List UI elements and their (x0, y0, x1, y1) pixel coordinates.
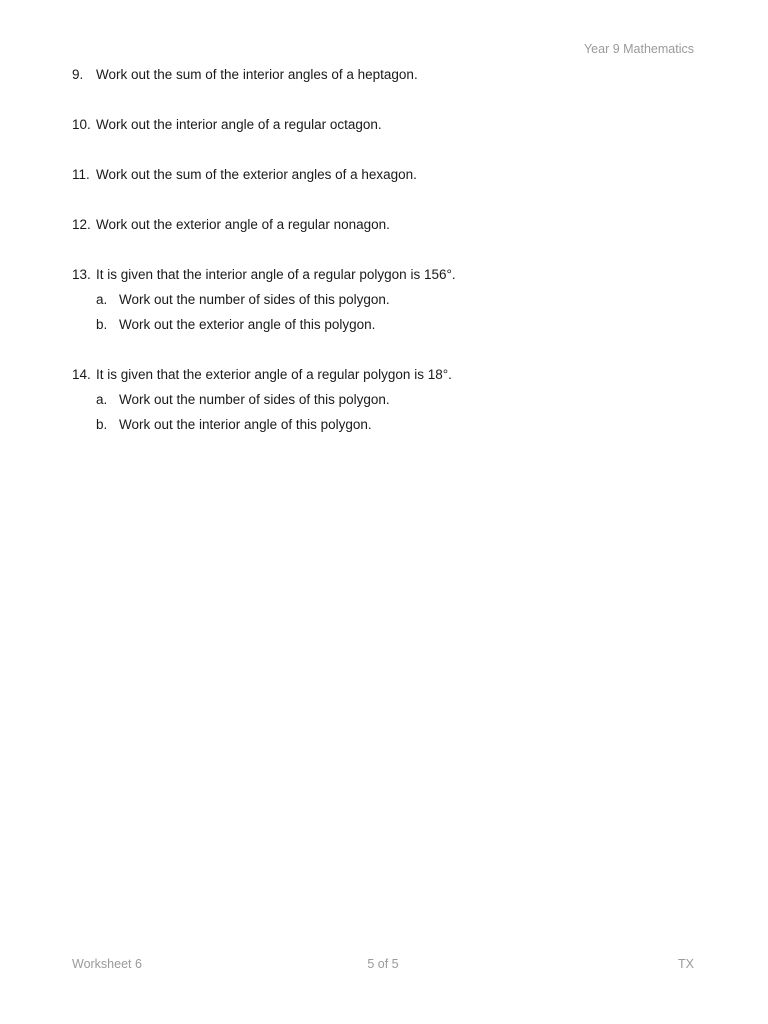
question-14 (72, 366, 692, 434)
sub-question-letter: a. (96, 292, 108, 307)
question-number: 14. (72, 367, 91, 382)
sub-question-letter: a. (96, 392, 108, 407)
sub-question-list (72, 291, 692, 334)
question-text: It is given that the exterior angle of a regular polygon is 18°. (96, 367, 452, 382)
question-text: Work out the sum of the interior angles of a heptagon. (96, 67, 418, 82)
question-number: 10. (72, 117, 91, 132)
sub-question-letter: b. (96, 317, 108, 332)
question-text: Work out the interior angle of a regular octagon. (96, 117, 382, 132)
question-text: Work out the sum of the exterior angles of a hexagon. (96, 167, 417, 182)
sub-question-b (96, 316, 692, 334)
question-text: Work out the exterior angle of a regular nonagon. (96, 217, 390, 232)
question-text: It is given that the interior angle of a regular polygon is 156°. (96, 267, 456, 282)
sub-question-a (96, 391, 692, 409)
question-12 (72, 216, 692, 234)
question-10 (72, 116, 692, 134)
sub-question-text: Work out the interior angle of this polygon. (119, 417, 372, 432)
sub-question-text: Work out the number of sides of this polygon. (119, 392, 390, 407)
question-number: 12. (72, 217, 91, 232)
question-number: 13. (72, 267, 91, 282)
page-header (584, 42, 694, 56)
footer-worksheet-label: Worksheet 6 (72, 957, 142, 971)
question-number: 9. (72, 67, 84, 82)
sub-question-a (96, 291, 692, 309)
page-footer (72, 957, 694, 973)
footer-page-number: 5 of 5 (367, 957, 399, 971)
sub-question-text: Work out the exterior angle of this polygon. (119, 317, 376, 332)
sub-question-letter: b. (96, 417, 108, 432)
sub-question-list (72, 391, 692, 434)
question-13 (72, 266, 692, 334)
question-9 (72, 66, 692, 84)
question-11 (72, 166, 692, 184)
sub-question-b (96, 416, 692, 434)
sub-question-text: Work out the number of sides of this polygon. (119, 292, 390, 307)
header-subject: Year 9 Mathematics (583, 42, 694, 56)
question-list (72, 66, 692, 466)
footer-initials: TX (678, 957, 694, 971)
question-number: 11. (72, 167, 90, 182)
